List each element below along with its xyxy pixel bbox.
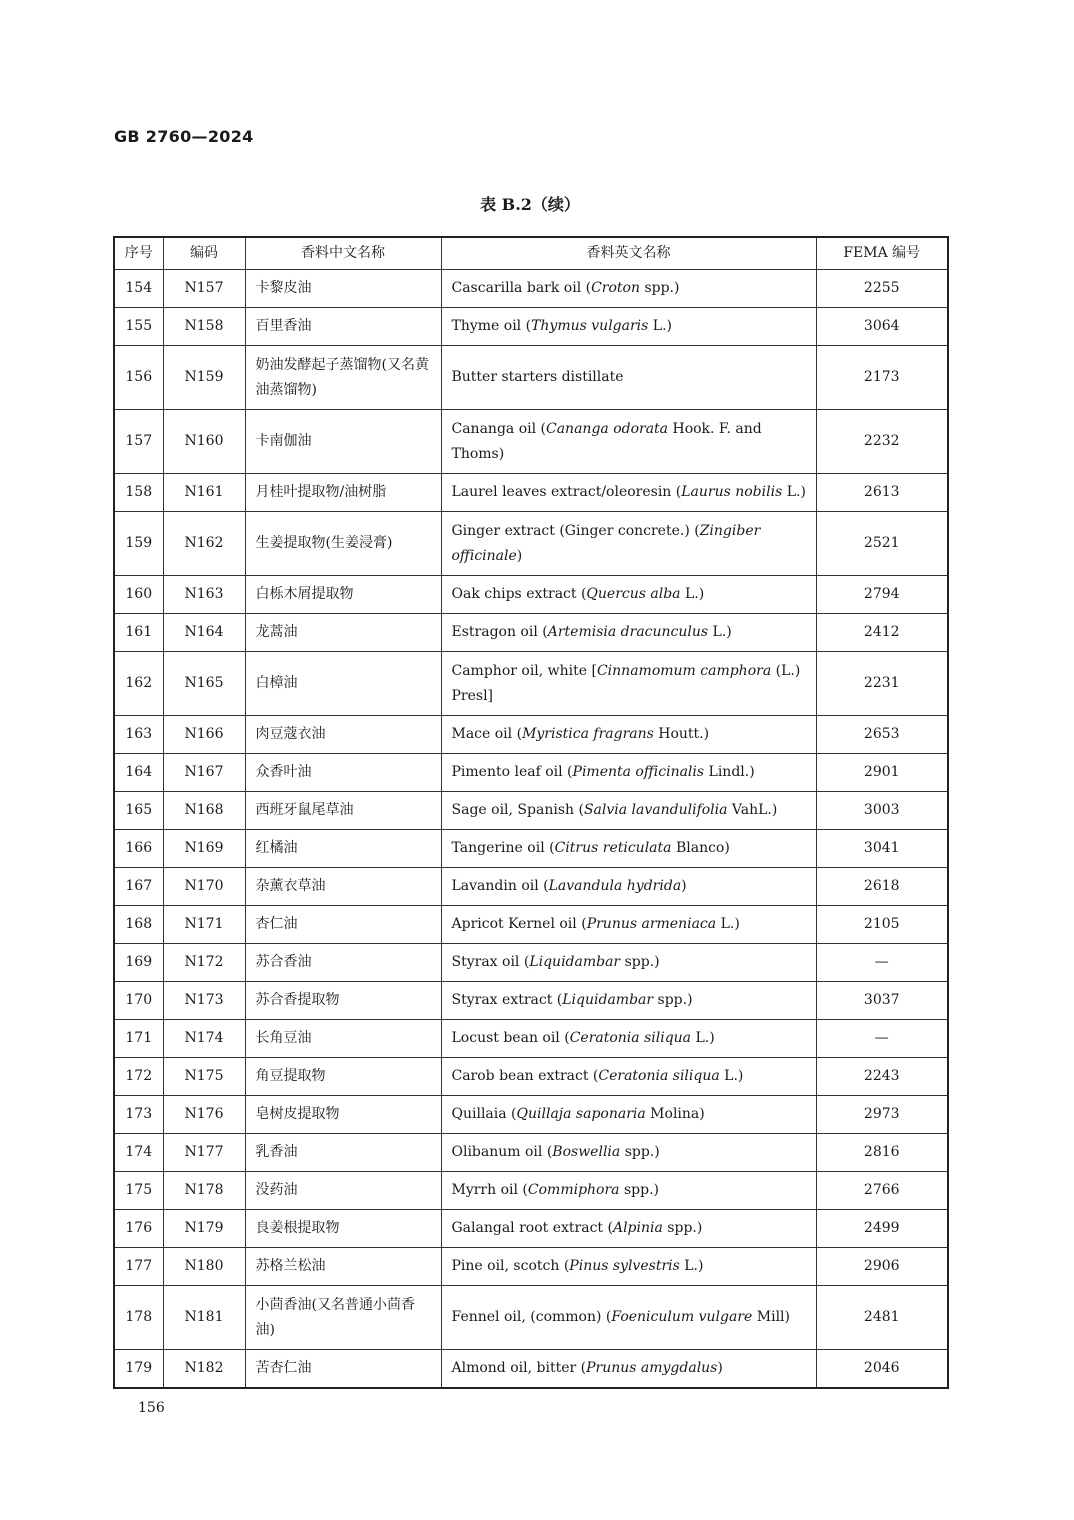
cell-chinese-name: 白栎木屑提取物 — [245, 576, 441, 614]
cell-english-name — [441, 410, 816, 474]
cell-chinese-name: 西班牙鼠尾草油 — [245, 792, 441, 830]
cell-fema-number: 2901 — [816, 754, 948, 792]
cell-fema-number: 2766 — [816, 1172, 948, 1210]
english-name-segment: L.) — [716, 916, 740, 932]
cell-serial: 161 — [114, 614, 163, 652]
cell-serial: 167 — [114, 868, 163, 906]
english-name-segment: Zingiber officinale — [451, 522, 761, 564]
cell-chinese-name: 苏合香提取物 — [245, 982, 441, 1020]
cell-english-name — [441, 1350, 816, 1389]
cell-serial: 169 — [114, 944, 163, 982]
cell-chinese-name: 白樟油 — [245, 652, 441, 716]
cell-serial: 155 — [114, 308, 163, 346]
english-name-segment: L.) — [679, 1258, 704, 1274]
english-name-segment: Cananga odorata — [546, 420, 669, 437]
cell-english-name — [441, 576, 816, 614]
english-name-segment: Pimento leaf oil ( — [451, 764, 573, 780]
english-name-segment: VahL.) — [727, 802, 778, 818]
table-row — [114, 1350, 948, 1389]
table-row — [114, 614, 948, 652]
english-name-segment: Locust bean oil ( — [451, 1030, 570, 1046]
cell-fema-number: 2412 — [816, 614, 948, 652]
table-row — [114, 1210, 948, 1248]
cell-serial: 165 — [114, 792, 163, 830]
cell-code: N173 — [163, 982, 245, 1020]
english-name-segment: L.) — [708, 624, 732, 640]
cell-code: N181 — [163, 1286, 245, 1350]
cell-serial: 166 — [114, 830, 163, 868]
cell-fema-number: 2105 — [816, 906, 948, 944]
flavor-table — [113, 236, 949, 1389]
cell-chinese-name: 苏合香油 — [245, 944, 441, 982]
cell-code: N177 — [163, 1134, 245, 1172]
table-row — [114, 906, 948, 944]
cell-english-name — [441, 1096, 816, 1134]
english-name-segment: Cinnamomum camphora — [596, 662, 772, 679]
cell-serial: 178 — [114, 1286, 163, 1350]
english-name-segment: Alpinia — [612, 1220, 663, 1236]
english-name-segment: Myristica fragrans — [522, 726, 654, 742]
english-name-segment: Houtt.) — [653, 726, 710, 742]
header-code: 编码 — [163, 237, 245, 270]
cell-serial: 171 — [114, 1020, 163, 1058]
table-caption: 表 B.2（续） — [480, 195, 580, 214]
cell-fema-number: 2481 — [816, 1286, 948, 1350]
cell-serial: 177 — [114, 1248, 163, 1286]
cell-serial: 162 — [114, 652, 163, 716]
table-row — [114, 868, 948, 906]
english-name-segment: Ginger extract (Ginger concrete.) ( — [451, 522, 700, 539]
english-name-segment: Camphor oil, white [ — [451, 662, 597, 679]
english-name-segment: Commiphora — [527, 1182, 620, 1198]
table-row — [114, 716, 948, 754]
table-row — [114, 308, 948, 346]
english-name-segment: Laurus nobilis — [681, 484, 783, 500]
header-serial: 序号 — [114, 237, 163, 270]
english-name-segment: L.) — [680, 586, 705, 602]
header-chinese-name: 香料中文名称 — [245, 237, 441, 270]
cell-fema-number: 2046 — [816, 1350, 948, 1389]
cell-chinese-name: 杏仁油 — [245, 906, 441, 944]
cell-code: N182 — [163, 1350, 245, 1389]
english-name-segment: Tangerine oil ( — [451, 840, 555, 856]
english-name-segment: Mace oil ( — [451, 726, 523, 742]
header-fema-number: FEMA 编号 — [816, 237, 948, 270]
cell-serial: 154 — [114, 270, 163, 308]
cell-chinese-name: 苏格兰松油 — [245, 1248, 441, 1286]
table-row — [114, 830, 948, 868]
cell-english-name — [441, 830, 816, 868]
cell-fema-number: 3064 — [816, 308, 948, 346]
cell-chinese-name: 卡黎皮油 — [245, 270, 441, 308]
cell-english-name — [441, 1286, 816, 1350]
cell-serial: 168 — [114, 906, 163, 944]
cell-code: N171 — [163, 906, 245, 944]
cell-chinese-name: 皂树皮提取物 — [245, 1096, 441, 1134]
cell-chinese-name: 卡南伽油 — [245, 410, 441, 474]
english-name-segment: Oak chips extract ( — [451, 586, 587, 602]
cell-chinese-name: 龙蒿油 — [245, 614, 441, 652]
cell-serial: 156 — [114, 346, 163, 410]
cell-code: N161 — [163, 474, 245, 512]
english-name-segment: Blanco) — [671, 840, 730, 856]
english-name-segment: Cascarilla bark oil ( — [451, 280, 592, 296]
cell-serial: 173 — [114, 1096, 163, 1134]
table-row — [114, 1248, 948, 1286]
english-name-segment: Laurel leaves extract/oleoresin ( — [451, 484, 682, 500]
table-row — [114, 792, 948, 830]
english-name-segment: Artemisia dracunculus — [547, 624, 709, 640]
cell-chinese-name: 肉豆蔻衣油 — [245, 716, 441, 754]
cell-english-name — [441, 1172, 816, 1210]
cell-fema-number: 2794 — [816, 576, 948, 614]
english-name-segment: Liquidambar — [562, 992, 654, 1008]
cell-fema-number: 2521 — [816, 512, 948, 576]
english-name-segment: spp.) — [620, 954, 660, 970]
english-name-segment: Myrrh oil ( — [451, 1182, 528, 1198]
english-name-segment: Estragon oil ( — [451, 624, 548, 640]
cell-code: N175 — [163, 1058, 245, 1096]
english-name-segment: Prunus amygdalus — [586, 1360, 718, 1376]
cell-english-name — [441, 474, 816, 512]
english-name-segment: Quillaja saponaria — [516, 1106, 646, 1122]
cell-english-name — [441, 652, 816, 716]
cell-serial: 174 — [114, 1134, 163, 1172]
table-row — [114, 1020, 948, 1058]
cell-english-name — [441, 614, 816, 652]
cell-chinese-name: 没药油 — [245, 1172, 441, 1210]
table-row — [114, 652, 948, 716]
english-name-segment: Citrus reticulata — [554, 840, 672, 856]
english-name-segment: L.) — [782, 484, 806, 500]
table-row — [114, 346, 948, 410]
cell-serial: 175 — [114, 1172, 163, 1210]
english-name-segment: Galangal root extract ( — [451, 1220, 613, 1236]
cell-serial: 160 — [114, 576, 163, 614]
cell-english-name — [441, 1210, 816, 1248]
cell-chinese-name: 长角豆油 — [245, 1020, 441, 1058]
page-number: 156 — [138, 1400, 165, 1416]
document-code: GB 2760—2024 — [114, 127, 254, 146]
english-name-segment: Foeniculum vulgare — [611, 1309, 753, 1325]
cell-code: N166 — [163, 716, 245, 754]
english-name-segment: Sage oil, Spanish ( — [451, 802, 584, 818]
cell-code: N157 — [163, 270, 245, 308]
cell-chinese-name: 百里香油 — [245, 308, 441, 346]
cell-chinese-name: 良姜根提取物 — [245, 1210, 441, 1248]
cell-fema-number: 2653 — [816, 716, 948, 754]
cell-code: N167 — [163, 754, 245, 792]
cell-english-name — [441, 1248, 816, 1286]
english-name-segment: Butter starters distillate — [451, 369, 624, 385]
cell-serial: 158 — [114, 474, 163, 512]
cell-code: N159 — [163, 346, 245, 410]
cell-code: N176 — [163, 1096, 245, 1134]
cell-serial: 157 — [114, 410, 163, 474]
english-name-segment: L.) — [719, 1068, 744, 1084]
cell-chinese-name: 小茴香油(又名普通小茴香油) — [245, 1286, 441, 1350]
english-name-segment: L.) — [648, 318, 673, 334]
english-name-segment: Lavandin oil ( — [451, 878, 549, 894]
cell-fema-number: 2255 — [816, 270, 948, 308]
header-english-name: 香料英文名称 — [441, 237, 816, 270]
english-name-segment: Apricot Kernel oil ( — [451, 916, 587, 932]
english-name-segment: Ceratonia siliqua — [598, 1068, 720, 1084]
english-name-segment: Carob bean extract ( — [451, 1068, 599, 1084]
cell-serial: 170 — [114, 982, 163, 1020]
cell-code: N160 — [163, 410, 245, 474]
table-row — [114, 410, 948, 474]
table-row — [114, 474, 948, 512]
cell-chinese-name: 生姜提取物(生姜浸膏) — [245, 512, 441, 576]
cell-serial: 159 — [114, 512, 163, 576]
cell-fema-number: 2618 — [816, 868, 948, 906]
table-row — [114, 1286, 948, 1350]
cell-fema-number: 2973 — [816, 1096, 948, 1134]
english-name-segment: ) — [717, 1360, 723, 1376]
cell-serial: 172 — [114, 1058, 163, 1096]
table-row — [114, 754, 948, 792]
english-name-segment: L.) — [691, 1030, 715, 1046]
cell-english-name — [441, 716, 816, 754]
cell-fema-number: 2231 — [816, 652, 948, 716]
english-name-segment: Lindl.) — [704, 764, 755, 780]
table-row — [114, 944, 948, 982]
cell-code: N162 — [163, 512, 245, 576]
cell-code: N178 — [163, 1172, 245, 1210]
cell-english-name — [441, 1020, 816, 1058]
cell-code: N164 — [163, 614, 245, 652]
cell-chinese-name: 月桂叶提取物/油树脂 — [245, 474, 441, 512]
cell-english-name — [441, 512, 816, 576]
english-name-segment: Pimenta officinalis — [572, 764, 705, 780]
cell-fema-number: 2499 — [816, 1210, 948, 1248]
english-name-segment: Cananga oil ( — [451, 420, 546, 437]
table-row — [114, 1172, 948, 1210]
table-header-row — [114, 237, 948, 270]
cell-code: N165 — [163, 652, 245, 716]
english-name-segment: (L.) Presl] — [451, 662, 801, 704]
cell-fema-number: 3041 — [816, 830, 948, 868]
english-name-segment: Liquidambar — [529, 954, 621, 970]
cell-chinese-name: 奶油发酵起子蒸馏物(又名黄油蒸馏物) — [245, 346, 441, 410]
cell-english-name — [441, 982, 816, 1020]
table-row — [114, 1134, 948, 1172]
cell-code: N170 — [163, 868, 245, 906]
english-name-segment: Prunus armeniaca — [586, 916, 717, 932]
english-name-segment: Styrax extract ( — [451, 992, 563, 1008]
cell-fema-number: 2906 — [816, 1248, 948, 1286]
english-name-segment: Styrax oil ( — [451, 954, 530, 970]
english-name-segment: Pinus sylvestris — [569, 1258, 680, 1274]
cell-serial: 179 — [114, 1350, 163, 1389]
english-name-segment: Croton — [591, 280, 640, 296]
cell-english-name — [441, 270, 816, 308]
cell-fema-number: 2243 — [816, 1058, 948, 1096]
cell-fema-number: 2173 — [816, 346, 948, 410]
english-name-segment: spp.) — [619, 1182, 660, 1198]
cell-code: N158 — [163, 308, 245, 346]
table-row — [114, 982, 948, 1020]
cell-code: N163 — [163, 576, 245, 614]
cell-chinese-name: 乳香油 — [245, 1134, 441, 1172]
english-name-segment: Boswellia — [552, 1144, 621, 1160]
cell-fema-number: 2232 — [816, 410, 948, 474]
cell-fema-number: 3003 — [816, 792, 948, 830]
table-row — [114, 512, 948, 576]
cell-english-name — [441, 346, 816, 410]
english-name-segment: spp.) — [662, 1220, 703, 1236]
english-name-segment: ) — [516, 547, 523, 564]
cell-fema-number: 2816 — [816, 1134, 948, 1172]
cell-english-name — [441, 1134, 816, 1172]
cell-chinese-name: 众香叶油 — [245, 754, 441, 792]
table-row — [114, 576, 948, 614]
cell-english-name — [441, 906, 816, 944]
cell-serial: 163 — [114, 716, 163, 754]
cell-serial: 164 — [114, 754, 163, 792]
cell-english-name — [441, 792, 816, 830]
cell-english-name — [441, 1058, 816, 1096]
english-name-segment: Quercus alba — [586, 586, 681, 602]
cell-chinese-name: 杂薰衣草油 — [245, 868, 441, 906]
english-name-segment: spp.) — [620, 1144, 660, 1160]
cell-code: N180 — [163, 1248, 245, 1286]
english-name-segment: Lavandula hydrida — [548, 878, 682, 894]
english-name-segment: Olibanum oil ( — [451, 1144, 553, 1160]
english-name-segment: Thyme oil ( — [451, 318, 532, 334]
english-name-segment: ) — [681, 878, 687, 894]
cell-english-name — [441, 944, 816, 982]
english-name-segment: spp.) — [640, 280, 680, 296]
cell-code: N169 — [163, 830, 245, 868]
cell-fema-number: 2613 — [816, 474, 948, 512]
table-row — [114, 1058, 948, 1096]
english-name-segment: Pine oil, scotch ( — [451, 1258, 570, 1274]
english-name-segment: Ceratonia siliqua — [569, 1030, 692, 1046]
cell-english-name — [441, 754, 816, 792]
cell-serial: 176 — [114, 1210, 163, 1248]
english-name-segment: Hook. F. and Thoms) — [451, 420, 762, 462]
cell-chinese-name: 红橘油 — [245, 830, 441, 868]
english-name-segment: spp.) — [653, 992, 693, 1008]
table-row — [114, 270, 948, 308]
english-name-segment: Quillaia ( — [451, 1106, 517, 1122]
english-name-segment: Molina) — [645, 1106, 705, 1122]
cell-chinese-name: 角豆提取物 — [245, 1058, 441, 1096]
english-name-segment: Almond oil, bitter ( — [451, 1360, 587, 1376]
english-name-segment: Thymus vulgaris — [531, 318, 649, 334]
cell-code: N172 — [163, 944, 245, 982]
english-name-segment: Salvia lavandulifolia — [583, 802, 728, 818]
cell-english-name — [441, 308, 816, 346]
table-row — [114, 1096, 948, 1134]
cell-fema-number: — — [816, 1020, 948, 1058]
cell-fema-number: — — [816, 944, 948, 982]
cell-fema-number: 3037 — [816, 982, 948, 1020]
english-name-segment: Fennel oil, (common) ( — [451, 1309, 612, 1325]
cell-code: N179 — [163, 1210, 245, 1248]
cell-chinese-name: 苦杏仁油 — [245, 1350, 441, 1389]
english-name-segment: Mill) — [752, 1309, 790, 1325]
cell-code: N174 — [163, 1020, 245, 1058]
cell-code: N168 — [163, 792, 245, 830]
cell-english-name — [441, 868, 816, 906]
